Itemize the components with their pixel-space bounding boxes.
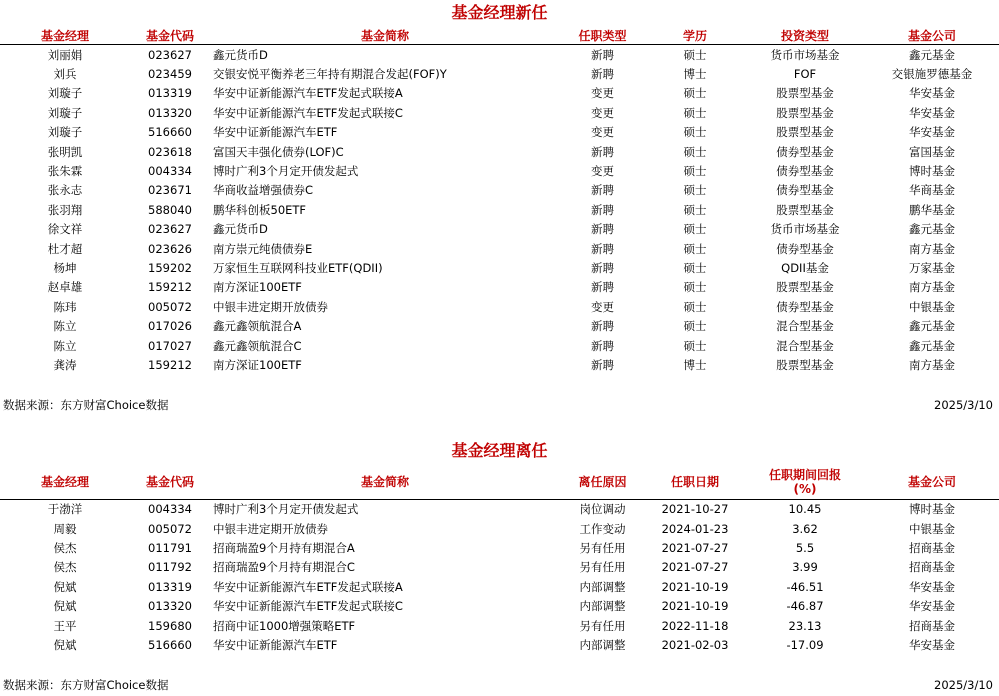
fund-name-cell: 华安中证新能源汽车ETF (213, 125, 338, 140)
manager-name-cell: 侯杰 (53, 560, 77, 575)
fund-name-cell: 华安中证新能源汽车ETF发起式联接C (213, 105, 403, 120)
column-header: 基金公司 (865, 465, 999, 499)
info-cell: 2022-11-18 (661, 618, 729, 633)
manager-name-cell: 刘璇子 (47, 125, 83, 140)
info-cell: 混合型基金 (776, 319, 834, 334)
info-cell: 硕士 (683, 338, 707, 353)
fund-code-cell: 159212 (148, 280, 192, 295)
manager-name-cell: 徐文祥 (47, 222, 83, 237)
fund-code-cell: 023627 (148, 47, 192, 62)
departures-title: 基金经理离任 (451, 441, 548, 460)
info-cell: 硕士 (683, 222, 707, 237)
company-cell: 南方基金 (909, 280, 955, 295)
info-cell: 债券型基金 (776, 241, 834, 256)
info-cell: 股票型基金 (776, 202, 834, 217)
manager-name-cell: 侯杰 (53, 540, 77, 555)
manager-name-cell: 刘璇子 (47, 86, 83, 101)
fund-name-cell: 南方深证100ETF (213, 357, 302, 372)
info-cell: 硕士 (683, 86, 707, 101)
table-row (0, 596, 999, 615)
type-cell: 新聘 (591, 319, 614, 334)
info-cell: 10.45 (788, 502, 822, 517)
table-row (0, 181, 999, 200)
report-date: 2025/3/10 (934, 678, 993, 692)
type-cell: 新聘 (591, 144, 614, 159)
info-cell: FOF (793, 67, 817, 82)
type-cell: 新聘 (591, 357, 614, 372)
fund-name-cell: 鑫元货币D (213, 47, 268, 62)
appointments-title: 基金经理新任 (451, 3, 548, 22)
column-header: 基金代码 (130, 465, 210, 499)
fund-code-cell: 011791 (148, 540, 192, 555)
fund-name-cell: 招商瑞盈9个月持有期混合A (213, 540, 355, 555)
company-cell: 华安基金 (909, 579, 955, 594)
column-header: 基金简称 (210, 465, 560, 499)
type-cell: 新聘 (591, 280, 614, 295)
info-cell: -46.51 (786, 579, 824, 594)
company-cell: 华商基金 (909, 183, 955, 198)
table-row (0, 161, 999, 180)
type-cell: 工作变动 (579, 521, 626, 536)
fund-name-cell: 博时广利3个月定开债发起式 (213, 502, 359, 517)
manager-name-cell: 龚涛 (53, 357, 77, 372)
info-cell: 债券型基金 (776, 144, 834, 159)
fund-code-cell: 516660 (148, 125, 192, 140)
column-header: 投资类型 (745, 27, 865, 45)
manager-name-cell: 倪斌 (53, 599, 77, 614)
info-cell: 硕士 (683, 280, 707, 295)
company-cell: 鑫元基金 (909, 319, 955, 334)
table-row (0, 558, 999, 577)
fund-code-cell: 023671 (148, 183, 192, 198)
fund-name-cell: 华安中证新能源汽车ETF发起式联接A (213, 86, 403, 101)
table-row (0, 316, 999, 335)
fund-code-cell: 159202 (148, 260, 192, 275)
company-cell: 华安基金 (909, 637, 955, 652)
info-cell: 混合型基金 (776, 338, 834, 353)
manager-name-cell: 张朱霖 (47, 164, 83, 179)
fund-code-cell: 005072 (148, 299, 192, 314)
fund-name-cell: 交银安悦平衡养老三年持有期混合发起(FOF)Y (213, 67, 447, 82)
company-cell: 南方基金 (909, 241, 955, 256)
info-cell: 硕士 (683, 164, 707, 179)
table-row (0, 103, 999, 122)
table-row (0, 142, 999, 161)
fund-code-cell: 588040 (148, 202, 192, 217)
appointments-table (0, 27, 999, 375)
table-row (0, 538, 999, 557)
company-cell: 中银基金 (909, 299, 955, 314)
fund-code-cell: 023618 (148, 144, 192, 159)
table-row (0, 355, 999, 374)
info-cell: 硕士 (683, 241, 707, 256)
type-cell: 新聘 (591, 47, 614, 62)
fund-name-cell: 招商中证1000增强策略ETF (213, 618, 356, 633)
type-cell: 另有任用 (579, 540, 626, 555)
info-cell: 5.5 (795, 540, 815, 555)
company-cell: 鹏华基金 (909, 202, 955, 217)
fund-name-cell: 华安中证新能源汽车ETF发起式联接C (213, 599, 403, 614)
fund-name-cell: 华安中证新能源汽车ETF发起式联接A (213, 579, 403, 594)
type-cell: 内部调整 (579, 637, 626, 652)
company-cell: 富国基金 (909, 144, 955, 159)
type-cell: 变更 (591, 299, 614, 314)
table-row (0, 616, 999, 635)
column-header: 学历 (645, 27, 745, 45)
table-row (0, 64, 999, 83)
info-cell: 股票型基金 (776, 105, 834, 120)
info-cell: 2021-02-03 (661, 637, 729, 652)
company-cell: 鑫元基金 (909, 222, 955, 237)
type-cell: 新聘 (591, 202, 614, 217)
manager-name-cell: 张永志 (47, 183, 83, 198)
fund-code-cell: 017026 (148, 319, 192, 334)
table-row (0, 258, 999, 277)
info-cell: 博士 (683, 357, 707, 372)
company-cell: 交银施罗德基金 (891, 67, 973, 82)
info-cell: 2021-10-27 (661, 502, 729, 517)
column-header: 任职日期 (645, 465, 745, 499)
manager-name-cell: 赵卓雄 (47, 280, 83, 295)
info-cell: 硕士 (683, 125, 707, 140)
fund-code-cell: 013319 (148, 86, 192, 101)
column-header: 基金简称 (210, 27, 560, 45)
table-row (0, 577, 999, 596)
fund-code-cell: 159680 (148, 618, 192, 633)
company-cell: 博时基金 (909, 164, 955, 179)
company-cell: 博时基金 (909, 502, 955, 517)
table-row (0, 200, 999, 219)
manager-name-cell: 张羽翔 (47, 202, 83, 217)
info-cell: QDII基金 (781, 260, 829, 275)
info-cell: 博士 (683, 67, 707, 82)
info-cell: 硕士 (683, 47, 707, 62)
manager-name-cell: 刘璇子 (47, 105, 83, 120)
type-cell: 变更 (591, 105, 614, 120)
info-cell: -46.87 (786, 599, 824, 614)
info-cell: 股票型基金 (776, 280, 834, 295)
company-cell: 鑫元基金 (909, 47, 955, 62)
fund-name-cell: 华商收益增强债券C (213, 183, 314, 198)
info-cell: 硕士 (683, 319, 707, 334)
fund-name-cell: 鑫元鑫领航混合C (213, 338, 302, 353)
fund-code-cell: 023626 (148, 241, 192, 256)
column-header: 离任原因 (560, 465, 645, 499)
company-cell: 万家基金 (909, 260, 955, 275)
info-cell: 23.13 (788, 618, 822, 633)
company-cell: 招商基金 (909, 540, 955, 555)
info-cell: 股票型基金 (776, 125, 834, 140)
report-date: 2025/3/10 (934, 398, 993, 412)
info-cell: 硕士 (683, 299, 707, 314)
manager-name-cell: 张明凯 (47, 144, 83, 159)
table-row (0, 519, 999, 538)
data-source: 数据来源：东方财富Choice数据 (3, 398, 169, 412)
type-cell: 新聘 (591, 67, 614, 82)
appointments-body (0, 45, 999, 375)
company-cell: 中银基金 (909, 521, 955, 536)
column-header: 基金经理 (0, 465, 130, 499)
info-cell: 货币市场基金 (770, 47, 840, 62)
manager-name-cell: 倪斌 (53, 579, 77, 594)
fund-name-cell: 南方深证100ETF (213, 280, 302, 295)
fund-code-cell: 516660 (148, 637, 192, 652)
manager-name-cell: 刘丽娟 (47, 47, 83, 62)
type-cell: 新聘 (591, 338, 614, 353)
fund-name-cell: 华安中证新能源汽车ETF (213, 637, 338, 652)
manager-name-cell: 王平 (53, 618, 77, 633)
type-cell: 新聘 (591, 183, 614, 198)
type-cell: 另有任用 (579, 560, 626, 575)
info-cell: 3.62 (792, 521, 818, 536)
info-cell: 债券型基金 (776, 299, 834, 314)
appointments-header-row (0, 27, 999, 45)
type-cell: 岗位调动 (579, 502, 626, 517)
company-cell: 招商基金 (909, 618, 955, 633)
fund-name-cell: 中银丰进定期开放债券 (213, 299, 328, 314)
company-cell: 华安基金 (909, 599, 955, 614)
info-cell: 债券型基金 (776, 183, 834, 198)
table-row (0, 635, 999, 654)
info-cell: 股票型基金 (776, 357, 834, 372)
table-row (0, 84, 999, 103)
fund-code-cell: 005072 (148, 521, 192, 536)
manager-name-cell: 于渤洋 (47, 502, 83, 517)
table-row (0, 297, 999, 316)
fund-name-cell: 万家恒生互联网科技业ETF(QDII) (213, 260, 383, 275)
manager-name-cell: 陈立 (53, 338, 77, 353)
table-row (0, 239, 999, 258)
fund-code-cell: 023627 (148, 222, 192, 237)
info-cell: 2021-07-27 (661, 540, 729, 555)
column-header: 任职期间回报 (%) (745, 465, 865, 499)
type-cell: 变更 (591, 86, 614, 101)
fund-name-cell: 南方崇元纯债债券E (213, 241, 313, 256)
type-cell: 新聘 (591, 222, 614, 237)
fund-name-cell: 富国天丰强化债券(LOF)C (213, 144, 344, 159)
info-cell: 2024-01-23 (661, 521, 729, 536)
company-cell: 南方基金 (909, 357, 955, 372)
manager-name-cell: 陈立 (53, 319, 77, 334)
type-cell: 另有任用 (579, 618, 626, 633)
type-cell: 内部调整 (579, 599, 626, 614)
manager-name-cell: 杨坤 (53, 260, 77, 275)
data-source: 数据来源：东方财富Choice数据 (3, 678, 169, 692)
info-cell: 硕士 (683, 260, 707, 275)
fund-name-cell: 招商瑞盈9个月持有期混合C (213, 560, 355, 575)
fund-name-cell: 鑫元货币D (213, 222, 268, 237)
table-row (0, 278, 999, 297)
fund-name-cell: 博时广利3个月定开债发起式 (213, 164, 359, 179)
company-cell: 华安基金 (909, 86, 955, 101)
company-cell: 华安基金 (909, 105, 955, 120)
info-cell: 硕士 (683, 202, 707, 217)
company-cell: 鑫元基金 (909, 338, 955, 353)
type-cell: 新聘 (591, 260, 614, 275)
fund-name-cell: 中银丰进定期开放债券 (213, 521, 328, 536)
column-header: 基金公司 (865, 27, 999, 45)
table-row (0, 499, 999, 519)
info-cell: 硕士 (683, 144, 707, 159)
fund-code-cell: 004334 (148, 164, 192, 179)
info-cell: 股票型基金 (776, 86, 834, 101)
manager-name-cell: 刘兵 (53, 67, 77, 82)
info-cell: 债券型基金 (776, 164, 834, 179)
fund-code-cell: 017027 (148, 338, 192, 353)
company-cell: 招商基金 (909, 560, 955, 575)
column-header: 基金代码 (130, 27, 210, 45)
info-cell: 硕士 (683, 105, 707, 120)
fund-code-cell: 011792 (148, 560, 192, 575)
column-header: 任职类型 (560, 27, 645, 45)
company-cell: 华安基金 (909, 125, 955, 140)
departures-header-row (0, 465, 999, 499)
table-row (0, 45, 999, 65)
fund-code-cell: 023459 (148, 67, 192, 82)
column-header: 基金经理 (0, 27, 130, 45)
fund-code-cell: 013319 (148, 579, 192, 594)
info-cell: 2021-07-27 (661, 560, 729, 575)
info-cell: -17.09 (786, 637, 824, 652)
manager-name-cell: 杜才超 (47, 241, 83, 256)
departures-body (0, 499, 999, 655)
table-row (0, 336, 999, 355)
info-cell: 货币市场基金 (770, 222, 840, 237)
fund-code-cell: 004334 (148, 502, 192, 517)
type-cell: 内部调整 (579, 579, 626, 594)
fund-code-cell: 013320 (148, 105, 192, 120)
type-cell: 变更 (591, 125, 614, 140)
table-row (0, 220, 999, 239)
info-cell: 2021-10-19 (661, 579, 729, 594)
manager-name-cell: 周毅 (53, 521, 77, 536)
type-cell: 新聘 (591, 241, 614, 256)
manager-name-cell: 陈玮 (53, 299, 77, 314)
departures-table (0, 465, 999, 655)
info-cell: 2021-10-19 (661, 599, 729, 614)
info-cell: 硕士 (683, 183, 707, 198)
manager-name-cell: 倪斌 (53, 637, 77, 652)
fund-name-cell: 鹏华科创板50ETF (213, 202, 307, 217)
table-row (0, 123, 999, 142)
fund-code-cell: 159212 (148, 357, 192, 372)
fund-code-cell: 013320 (148, 599, 192, 614)
fund-name-cell: 鑫元鑫领航混合A (213, 319, 302, 334)
info-cell: 3.99 (792, 560, 818, 575)
type-cell: 变更 (591, 164, 614, 179)
